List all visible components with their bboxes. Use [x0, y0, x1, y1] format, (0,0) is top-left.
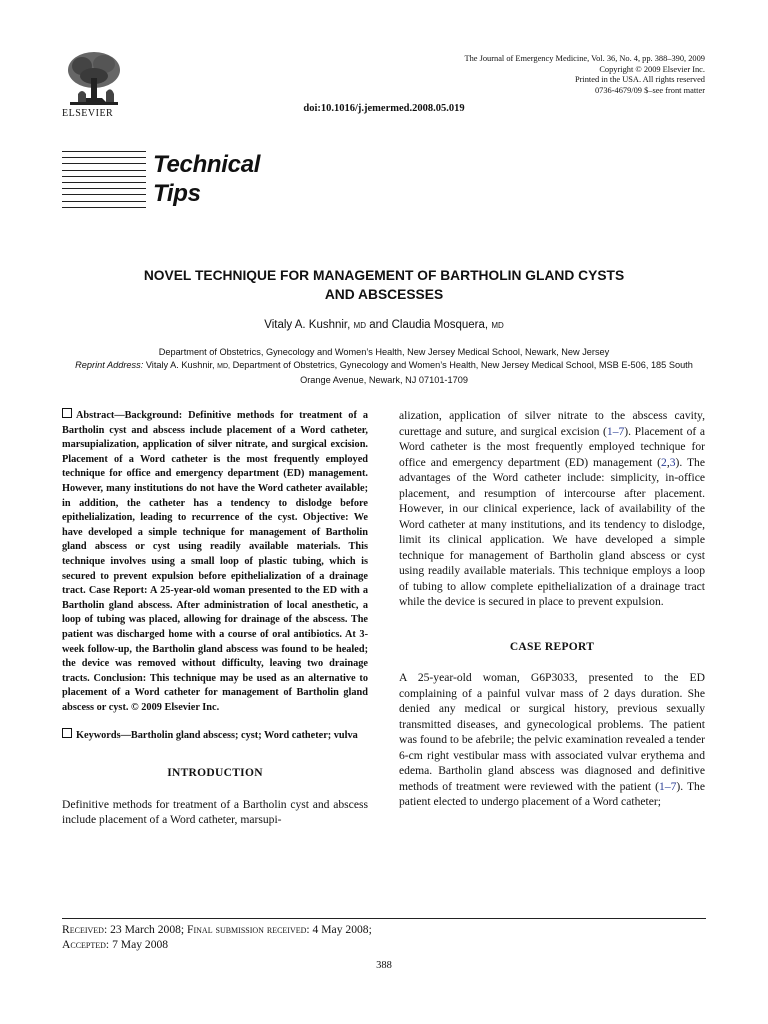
reprint-address-text: Department of Obstetrics, Gynecology and Women’s Health, New Jersey Medical School, MSB E-506, 185 South Orange Avenue, Newark, NJ 07101-1709 — [232, 360, 693, 385]
journal-line: The Journal of Emergency Medicine, Vol. 36, No. 4, pp. 388–390, 2009 — [464, 54, 705, 63]
reference-link[interactable]: 1–7 — [659, 779, 677, 793]
right-column — [399, 408, 705, 810]
affiliation-block — [62, 346, 706, 387]
accepted-line — [62, 937, 372, 952]
publisher-name: ELSEVIER — [62, 108, 114, 119]
reference-link[interactable]: 2 — [661, 455, 667, 469]
section-title-line2: Tips — [153, 180, 201, 207]
keywords-text: Keywords—Bartholin gland abscess; cyst; Word catheter; vulva — [76, 730, 358, 742]
reprint-address — [62, 359, 706, 387]
body-text: ). The patient elected to undergo placement of a Word catheter; — [399, 779, 705, 808]
body-text: ). Placement of a Word catheter is the most frequently employed technique for office and emergency department (ED) management ( — [399, 424, 706, 469]
rights-line: Printed in the USA. All rights reserved — [574, 75, 705, 84]
case-report-text — [399, 670, 705, 810]
introduction-continued — [399, 408, 705, 610]
case-report-heading: CASE REPORT — [509, 640, 595, 653]
journal-citation — [464, 54, 705, 96]
checkbox-icon — [62, 408, 72, 418]
author-name: Vitaly A. Kushnir, — [264, 319, 351, 331]
section-title-line1: Technical — [153, 151, 261, 178]
issn-line: 0736-4679/09 $–see front matter — [594, 85, 705, 95]
article-title-line2: AND ABSCESSES — [324, 287, 444, 302]
final-date: 4 May 2008; — [312, 923, 372, 936]
introduction-heading: INTRODUCTION — [167, 767, 263, 780]
page-number: 388 — [376, 960, 392, 971]
introduction-text: Definitive methods for treatment of a Bartholin cyst and abscess include placement of a Word catheter, marsupi- — [62, 797, 368, 827]
article-title — [80, 266, 688, 304]
affiliation: Department of Obstetrics, Gynecology and Women’s Health, New Jersey Medical School, Newark, New Jersey — [158, 347, 610, 357]
article-title-line1: NOVEL TECHNIQUE FOR MANAGEMENT OF BARTHOLIN GLAND CYSTS — [143, 268, 625, 283]
final-label: Final submission received: — [187, 923, 310, 936]
section-banner-rules — [62, 151, 146, 213]
reference-link[interactable]: 3 — [669, 455, 676, 469]
reprint-name: Vitaly A. Kushnir, — [145, 360, 215, 371]
checkbox-icon — [62, 728, 72, 738]
author-conjunction: and — [369, 319, 389, 331]
received-label: Received: — [62, 923, 108, 936]
article-dates — [62, 922, 372, 952]
author-degree: MD — [491, 321, 504, 330]
author-name: Claudia Mosquera, — [391, 319, 489, 331]
body-text: alization, application of silver nitrate to the abscess cavity, curettage and suture, and surgical excision ( — [399, 409, 705, 438]
copyright-line: Copyright © 2009 Elsevier Inc. — [599, 64, 705, 74]
abstract — [62, 408, 368, 715]
footer-divider — [62, 918, 706, 919]
received-line — [62, 922, 372, 937]
keywords — [62, 728, 368, 744]
accepted-label: Accepted: — [62, 938, 110, 951]
section-title — [153, 150, 260, 208]
author-degree: MD — [353, 321, 366, 330]
received-date: 23 March 2008; — [110, 923, 185, 936]
body-text: A 25-year-old woman, G6P3033, presented to the ED complaining of a painful vulvar mass of 2 days duration. She denied any medical or surgical history, previous sexually transmitted diseases, and gynecological problems. The patient was found to be afebrile; the pelvic examination revealed a tender 6-cm right vestibular mass with associated vulvar erythema and edema. Bartholin gland abscess was diagnosed and definitive methods of treatment were reviewed with the patient ( — [399, 671, 705, 793]
reprint-label: Reprint Address: — [75, 360, 144, 371]
ref-separator: , — [666, 455, 670, 469]
left-column — [62, 408, 368, 828]
doi-link[interactable]: doi:10.1016/j.jemermed.2008.05.019 — [303, 103, 465, 114]
author-list — [0, 319, 768, 331]
body-text: ). The advantages of the Word catheter include: simplicity, in-office placement, and resumption of intercourse after placement. However, in our clinical experience, lack of availability of the Word catheter at many institutions, and its tendency to dislodge, limit its clinical application. We have developed a simple technique for management of Bartholin gland abscess or cyst using readily available materials. This technique employs a loop of tubing to allow complete epithelialization of a drainage tract while the device is secured in place to prevent expulsion. — [399, 455, 705, 608]
reference-link[interactable]: 1–7 — [606, 424, 625, 438]
abstract-text: Abstract—Background: Definitive methods for treatment of a Bartholin cyst and abscess include placement of a Word catheter, marsupialization, application of silver nitrate, and surgical excision. Placement of a Word catheter is the most frequently employed technique for office and emergency department (ED) management. However, many institutions do not have the Word catheter available; in addition, the catheter has a tendency to dislodge before epithelialization, leading to recurrence of the cyst. Objective: We have developed a simple technique for management of Bartholin gland abscess or cyst using readily available materials. This technique involves using a small loop of plastic tubing, which is secured to prevent expulsion before epithelialization of a drainage tract. Case Report: A 25-year-old woman presented to the ED with a Bartholin gland abscess. After administration of local anesthetic, a loop of tubing was placed, allowing for drainage of the abscess. The patient was discharged home with a course of oral antibiotics. At 3-week follow-up, the Bartholin gland abscess was found to be healed; the device was removed without difficulty, leaving two drainage tracts. Conclusion: This technique may be used as an alternative to placement of a Word catheter for management of Bartholin gland abscess or cyst. © 2009 Elsevier Inc. — [62, 410, 368, 713]
accepted-date: 7 May 2008 — [112, 938, 169, 951]
reprint-degree: MD, — [217, 363, 230, 371]
